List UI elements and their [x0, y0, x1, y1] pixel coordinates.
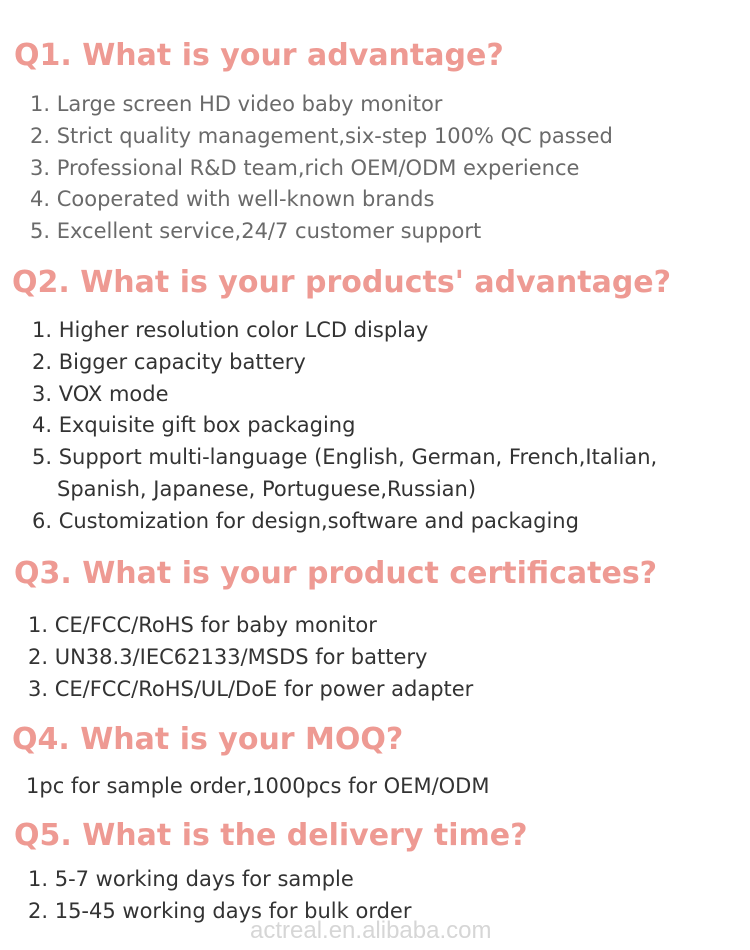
list-item: 4. Cooperated with well-known brands	[30, 187, 435, 212]
list-item-continuation: Spanish, Japanese, Portuguese,Russian)	[57, 476, 477, 501]
list-item: 4. Exquisite gift box packaging	[32, 413, 356, 438]
q4-answer: 1pc for sample order,1000pcs for OEM/ODM	[26, 774, 490, 798]
q3-title: Q3. What is your product certificates?	[14, 556, 658, 591]
list-item: 1. Higher resolution color LCD display	[32, 318, 429, 342]
q2-answer-list	[32, 315, 657, 538]
list-item: 1. CE/FCC/RoHS for baby monitor	[28, 613, 377, 637]
list-item: 6. Customization for design,software and packaging	[32, 508, 579, 533]
q2-title: Q2. What is your products' advantage?	[12, 265, 672, 300]
list-item: 2. UN38.3/IEC62133/MSDS for battery	[28, 644, 428, 669]
watermark: actreal.en.alibaba.com	[250, 917, 492, 944]
q1-answer-list	[30, 89, 613, 248]
list-item: 2. Bigger capacity battery	[32, 349, 306, 374]
list-item: 3. CE/FCC/RoHS/UL/DoE for power adapter	[28, 676, 474, 701]
q4-title: Q4. What is your MOQ?	[12, 722, 404, 757]
q1-title: Q1. What is your advantage?	[14, 38, 504, 73]
q5-title: Q5. What is the delivery time?	[14, 818, 528, 853]
list-item: 2. Strict quality management,six-step 100% QC passed	[30, 123, 613, 148]
list-item: 1. Large screen HD video baby monitor	[30, 92, 443, 116]
list-item: 1. 5-7 working days for sample	[28, 867, 354, 891]
list-item: 3. VOX mode	[32, 381, 169, 406]
list-item: 5. Support multi-language (English, German, French,Italian,	[32, 445, 658, 470]
list-item: 3. Professional R&D team,rich OEM/ODM experience	[30, 155, 580, 180]
q3-answer-list	[28, 610, 473, 705]
list-item: 5. Excellent service,24/7 customer support	[30, 219, 482, 244]
list-item: 2. 15-45 working days for bulk order	[28, 898, 412, 923]
